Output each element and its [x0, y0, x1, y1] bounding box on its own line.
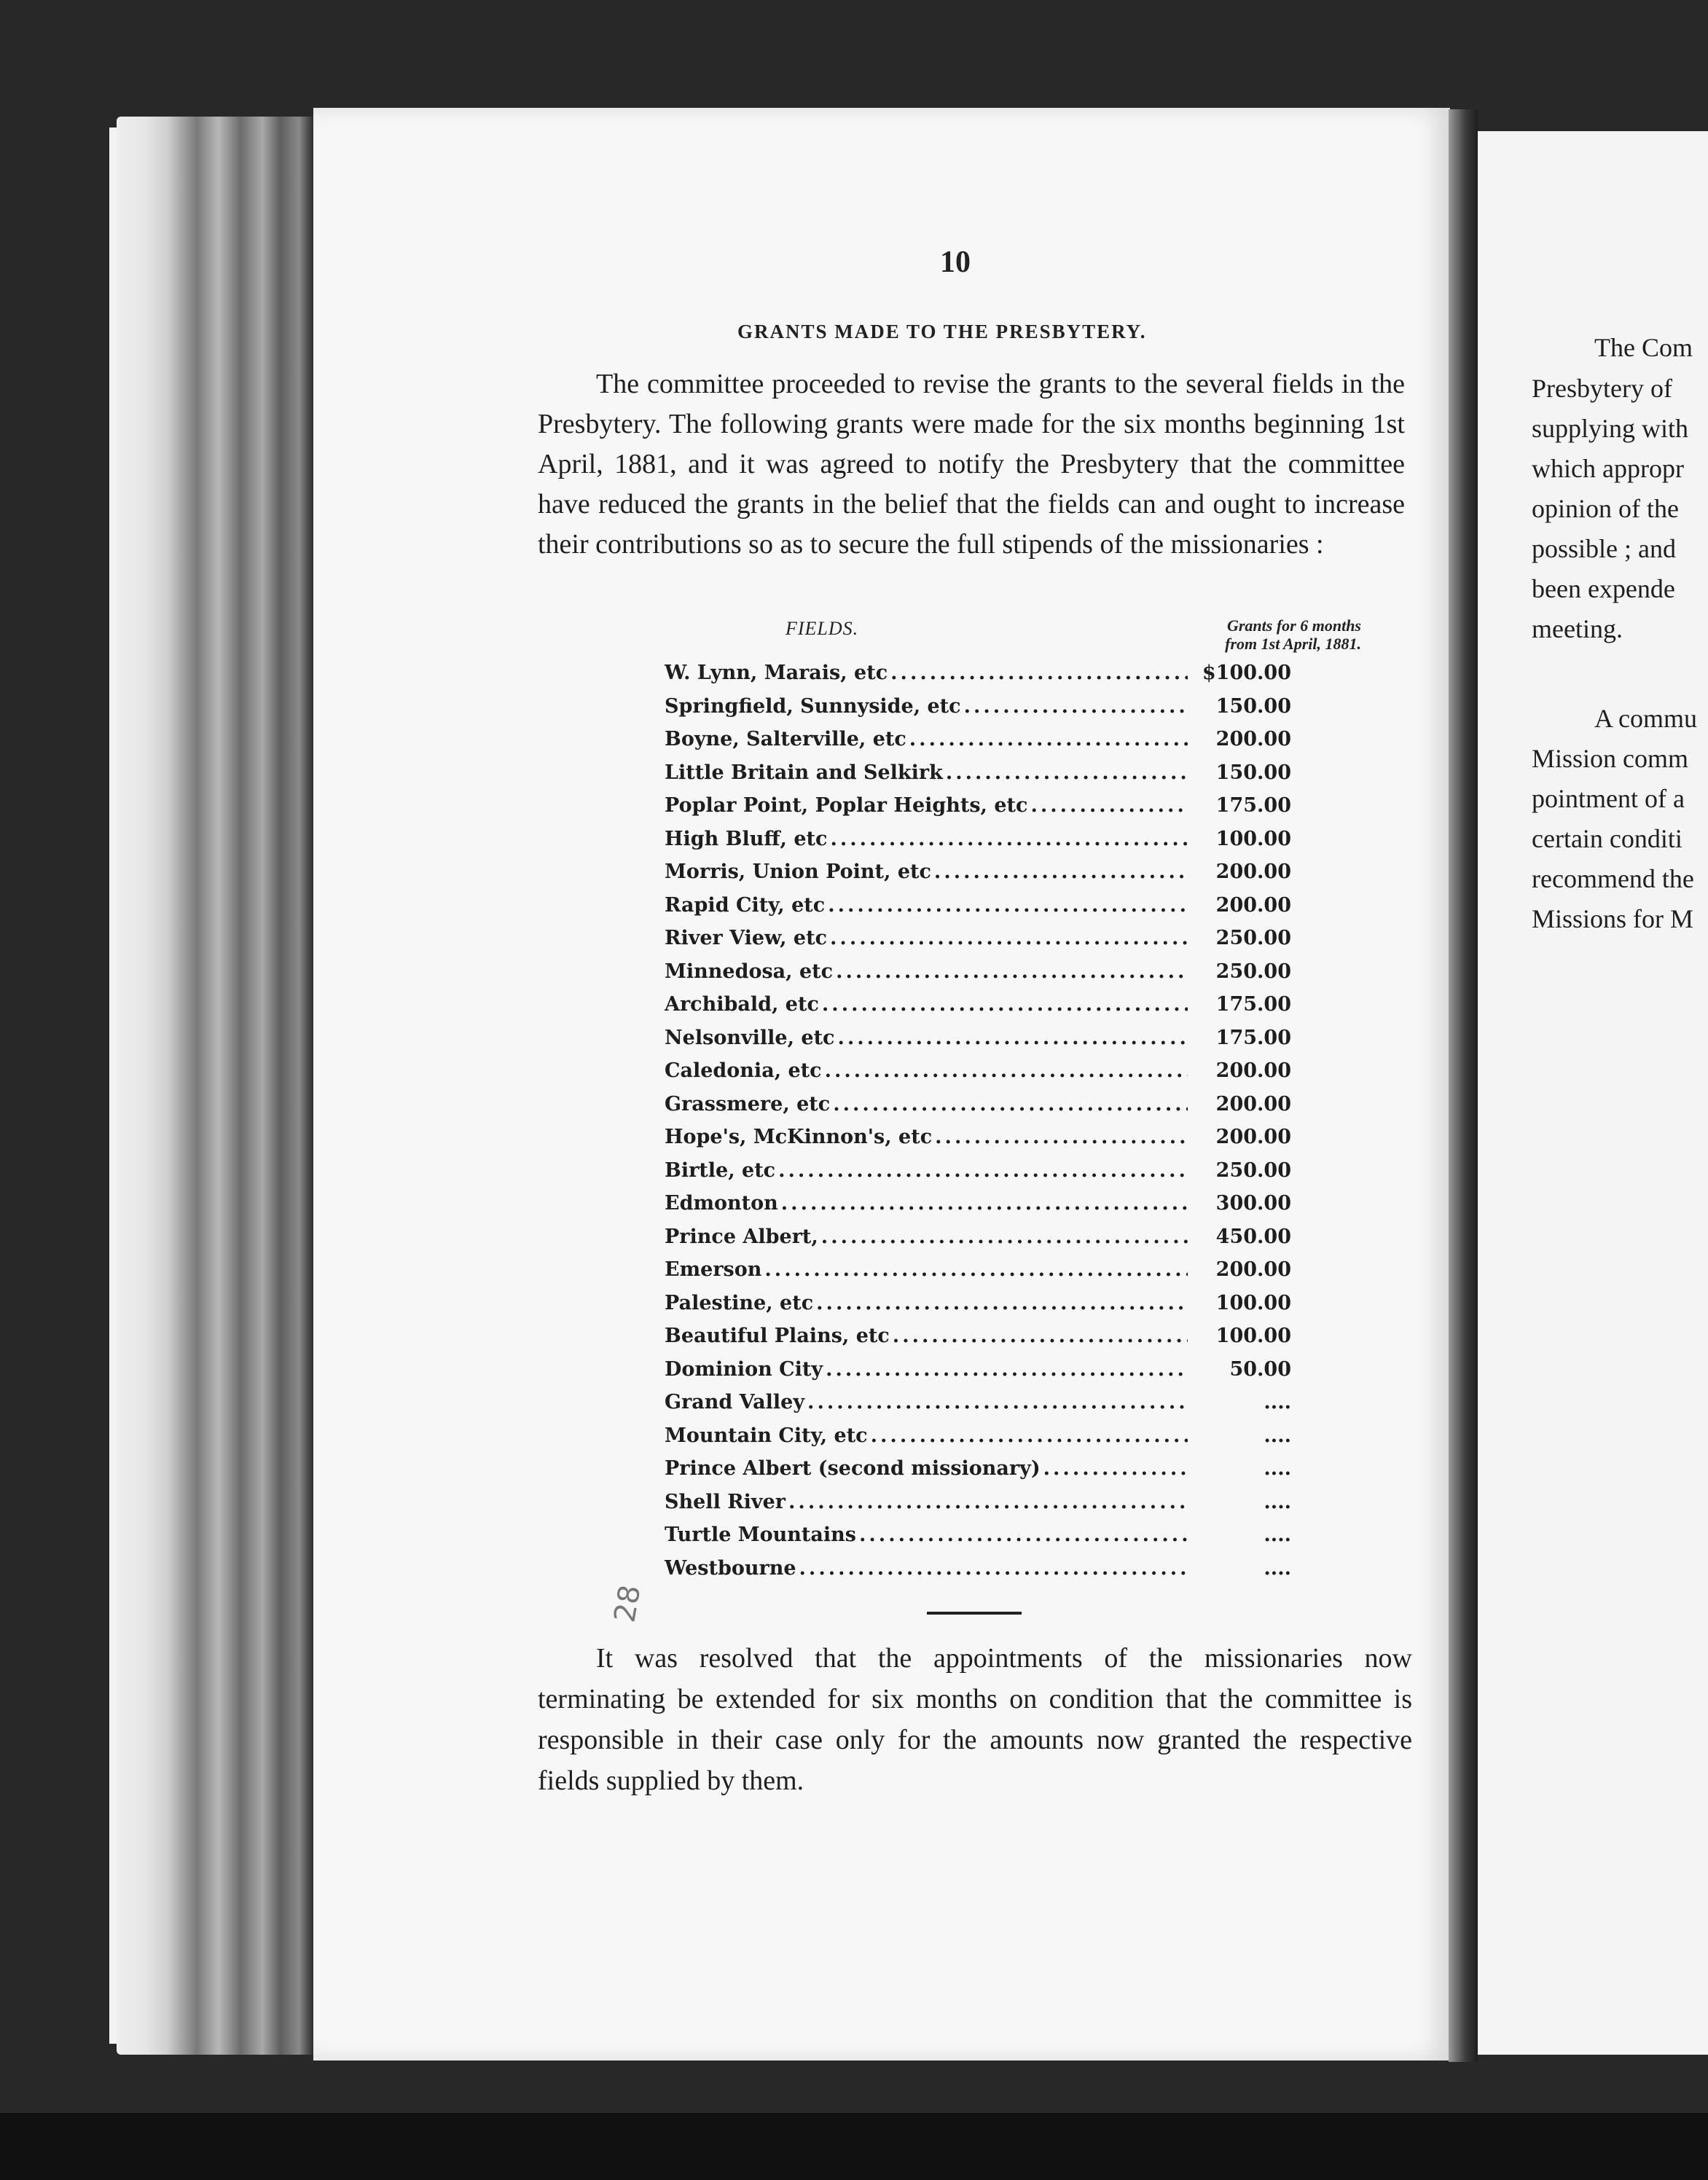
- dot-leader: [837, 1027, 1188, 1049]
- handwritten-margin-note: 28: [608, 1582, 648, 1626]
- field-name: River View, etc: [665, 927, 828, 949]
- field-name: Edmonton: [665, 1192, 778, 1215]
- grants-column-header: [1143, 616, 1361, 653]
- grant-amount: 150.00: [1215, 694, 1291, 718]
- field-name: Morris, Union Point, etc: [665, 860, 931, 883]
- dot-leader: [799, 1557, 1188, 1580]
- scanner-bottom-bar: [0, 2113, 1708, 2180]
- grant-amount: ....: [1264, 1424, 1291, 1447]
- dot-leader: [934, 860, 1188, 883]
- field-name: Minnedosa, etc: [665, 960, 834, 983]
- right-page-line: been expende: [1532, 574, 1675, 603]
- dot-leader: [821, 1226, 1188, 1248]
- table-row: [665, 1093, 1291, 1126]
- book-page-edges: [117, 117, 313, 2055]
- grant-amount: 200.00: [1215, 1258, 1291, 1281]
- field-name: Springfield, Sunnyside, etc: [665, 694, 961, 718]
- right-page-line: Presbytery of: [1532, 374, 1672, 403]
- table-row: [665, 1258, 1291, 1292]
- table-row: [665, 1126, 1291, 1159]
- table-row: [665, 728, 1291, 761]
- field-name: Birtle, etc: [665, 1158, 776, 1182]
- right-page-line: Missions for M: [1532, 904, 1694, 933]
- table-row: [665, 1524, 1291, 1557]
- book-gutter: [1449, 109, 1478, 2062]
- grant-amount: 300.00: [1215, 1192, 1291, 1215]
- grant-amount: ....: [1264, 1524, 1291, 1546]
- right-page-line: The Com: [1594, 333, 1693, 362]
- grant-amount: 175.00: [1215, 794, 1291, 817]
- dot-leader: [893, 1325, 1188, 1347]
- grant-amount: ....: [1264, 1556, 1291, 1580]
- table-row: [665, 1159, 1291, 1193]
- table-row: [665, 761, 1291, 795]
- right-page-line: pointment of a: [1532, 784, 1685, 813]
- grants-header-line2: from 1st April, 1881.: [1225, 635, 1361, 653]
- dot-leader: [859, 1524, 1188, 1546]
- dot-leader: [964, 695, 1188, 718]
- right-page-line: recommend the: [1532, 864, 1694, 893]
- grant-amount: 50.00: [1229, 1357, 1291, 1381]
- dot-leader: [826, 1358, 1188, 1381]
- grant-amount: ....: [1264, 1457, 1291, 1480]
- dot-leader: [807, 1391, 1188, 1414]
- table-row: [665, 993, 1291, 1027]
- table-row: [665, 960, 1291, 994]
- field-name: Poplar Point, Poplar Heights, etc: [665, 794, 1028, 817]
- field-name: Rapid City, etc: [665, 893, 826, 917]
- table-row: [665, 695, 1291, 729]
- table-row: [665, 1192, 1291, 1226]
- right-page-line: A commu: [1594, 704, 1697, 733]
- right-page-line: possible ; and: [1532, 534, 1676, 563]
- field-name: Prince Albert,: [665, 1225, 818, 1248]
- grant-amount: 450.00: [1215, 1225, 1291, 1248]
- page-number: 10: [940, 246, 971, 279]
- dot-leader: [836, 960, 1188, 983]
- field-name: Palestine, etc: [665, 1291, 814, 1314]
- field-name: Grand Valley: [665, 1391, 805, 1414]
- right-page-line: which appropr: [1532, 454, 1684, 483]
- dot-leader: [778, 1159, 1188, 1182]
- dot-leader: [830, 828, 1188, 850]
- field-name: Beautiful Plains, etc: [665, 1325, 890, 1347]
- grant-amount: 250.00: [1215, 960, 1291, 983]
- right-page-line: supplying with: [1532, 414, 1689, 443]
- grant-amount: 200.00: [1215, 1126, 1291, 1148]
- table-row: [665, 1027, 1291, 1060]
- grant-amount: 100.00: [1215, 1291, 1291, 1314]
- right-page-line: Mission comm: [1532, 744, 1689, 773]
- dot-leader: [890, 662, 1188, 684]
- intro-paragraph: The committee proceeded to revise the grants to the several fields in the Presbytery. The following grants were made for the six months beginning 1st April, 1881, and it was agreed to notify the Presbytery that the committee have reduced the grants in the belief that the fields can and ought to increase their contributions so as to secure the full stipends of the missionaries :: [538, 369, 1405, 560]
- table-row: [665, 1391, 1291, 1424]
- field-name: Archibald, etc: [665, 993, 819, 1016]
- dot-leader: [788, 1491, 1188, 1513]
- table-row: [665, 1557, 1291, 1591]
- table-row: [665, 894, 1291, 928]
- dot-leader: [764, 1258, 1188, 1281]
- grant-amount: 200.00: [1215, 728, 1291, 750]
- grant-amount: 200.00: [1215, 893, 1291, 917]
- dot-leader: [822, 993, 1188, 1016]
- resolution-paragraph: It was resolved that the appointments of the missionaries now terminating be extended for six months on condition that the committee is responsible in their case only for the amounts now granted the respective fields supplied by them.: [538, 1643, 1412, 1796]
- grant-amount: 200.00: [1215, 860, 1291, 883]
- table-row: [665, 828, 1291, 861]
- dot-leader: [830, 927, 1188, 949]
- table-row: [665, 1226, 1291, 1259]
- grant-amount: ....: [1264, 1391, 1291, 1414]
- grant-amount: 100.00: [1215, 827, 1291, 850]
- dot-leader: [935, 1126, 1188, 1148]
- right-page-line: meeting.: [1532, 614, 1623, 643]
- grant-amount: 200.00: [1215, 1059, 1291, 1082]
- table-row: [665, 927, 1291, 960]
- dot-leader: [946, 761, 1188, 784]
- field-name: Hope's, McKinnon's, etc: [665, 1126, 933, 1148]
- dot-leader: [781, 1192, 1188, 1215]
- dot-leader: [816, 1292, 1188, 1314]
- grant-amount: 175.00: [1215, 993, 1291, 1016]
- field-name: Boyne, Salterville, etc: [665, 728, 906, 750]
- dot-leader: [833, 1093, 1188, 1116]
- right-page-line: opinion of the: [1532, 494, 1679, 523]
- field-name: Turtle Mountains: [665, 1524, 856, 1546]
- field-name: Westbourne: [665, 1556, 796, 1580]
- grants-header-line1: Grants for 6 months: [1226, 616, 1361, 635]
- table-row: [665, 662, 1291, 695]
- field-name: Nelsonville, etc: [665, 1026, 835, 1049]
- grant-amount: 250.00: [1215, 927, 1291, 949]
- grant-amount: 100.00: [1215, 1325, 1291, 1347]
- field-name: W. Lynn, Marais, etc: [665, 662, 888, 684]
- table-row: [665, 1325, 1291, 1358]
- table-row: [665, 1457, 1291, 1491]
- section-heading: GRANTS MADE TO THE PRESBYTERY.: [737, 321, 1147, 342]
- grants-table: [665, 662, 1291, 1590]
- grant-amount: 250.00: [1215, 1158, 1291, 1182]
- section-divider: [927, 1612, 1022, 1615]
- table-row: [665, 1358, 1291, 1392]
- field-name: Prince Albert (second missionary): [665, 1457, 1041, 1480]
- dot-leader: [1043, 1457, 1188, 1480]
- grant-amount: $100.00: [1202, 662, 1291, 684]
- table-row: [665, 860, 1291, 894]
- table-row: [665, 1292, 1291, 1325]
- grant-amount: 200.00: [1215, 1092, 1291, 1116]
- field-name: Caledonia, etc: [665, 1059, 822, 1082]
- fields-column-header: FIELDS.: [786, 618, 859, 639]
- dot-leader: [828, 894, 1188, 917]
- field-name: Emerson: [665, 1258, 762, 1281]
- right-page-line: certain conditi: [1532, 824, 1682, 853]
- grant-amount: 150.00: [1215, 761, 1291, 784]
- field-name: Shell River: [665, 1490, 786, 1513]
- table-row: [665, 794, 1291, 828]
- dot-leader: [909, 728, 1188, 750]
- field-name: Mountain City, etc: [665, 1424, 868, 1447]
- dot-leader: [825, 1059, 1188, 1082]
- table-row: [665, 1491, 1291, 1524]
- dot-leader: [1030, 794, 1188, 817]
- grant-amount: ....: [1264, 1490, 1291, 1513]
- table-row: [665, 1424, 1291, 1458]
- field-name: Dominion City: [665, 1357, 823, 1381]
- dot-leader: [871, 1424, 1188, 1447]
- field-name: Little Britain and Selkirk: [665, 761, 943, 784]
- field-name: Grassmere, etc: [665, 1092, 831, 1116]
- field-name: High Bluff, etc: [665, 827, 828, 850]
- table-row: [665, 1059, 1291, 1093]
- grant-amount: 175.00: [1215, 1026, 1291, 1049]
